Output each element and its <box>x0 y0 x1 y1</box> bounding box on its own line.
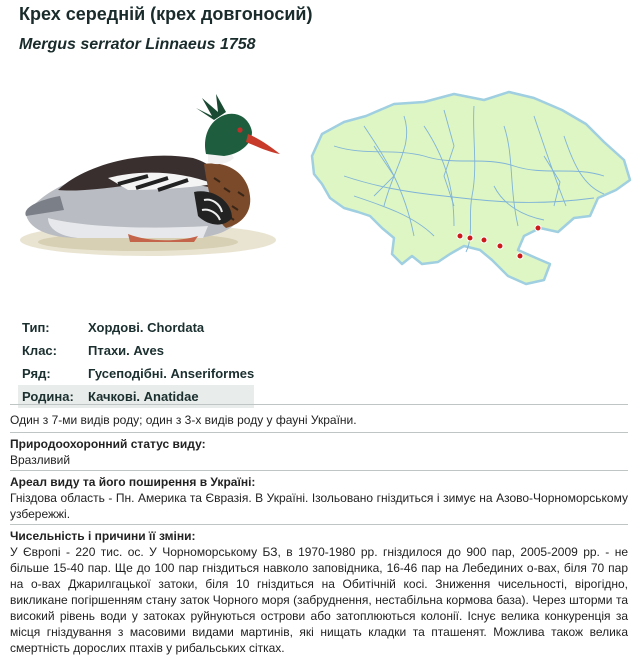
divider <box>10 404 628 405</box>
taxonomy-value: Птахи. Aves <box>88 343 164 358</box>
divider <box>10 470 628 471</box>
record-dot <box>535 225 541 231</box>
record-dot <box>481 237 487 243</box>
page-title: Крех середній (крех довгоносий) <box>19 4 313 24</box>
taxonomy-label: Ряд: <box>22 366 51 381</box>
taxonomy-row <box>18 339 254 362</box>
status-heading: Природоохоронний статус виду: <box>10 437 206 451</box>
taxonomy-label: Клас: <box>22 343 57 358</box>
record-dot <box>467 235 473 241</box>
ukraine-outline <box>312 92 630 284</box>
taxonomy-label: Родина: <box>18 385 84 408</box>
population-text: У Європі - 220 тис. ос. У Чорноморському БЗ, в 1970-1980 рр. гніздилося до 900 пар, 2005-2009 рр. - не більше 15-40 пар. Ще до 100 пар гніздиться навколо заповідника, 16-46 пар на Лебединих о-вах, біля 70 пар на о-вах Джарилгацької затоки, біля 10 гніздиться на Обитічній косі. Зниження чисельності, вірогідно, викликане погіршенням стану заток Чорного моря (забруднення, нестабільна кормова база). Через шторми та високий рівень води у затоках руйнуються острови або затоплюються колонії. Існує велика конкуренція за місця гніздування з масовими видами мартинів, які нищать кладки та пташенят. Можлива також велика смертність дорослих птахів у рибальських сітках. <box>10 545 628 655</box>
range-heading: Ареал виду та його поширення в Україні: <box>10 475 256 489</box>
taxonomy-value: Качкові. Anatidae <box>84 385 254 408</box>
record-dot <box>457 233 463 239</box>
record-dot <box>517 253 523 259</box>
record-dot <box>497 243 503 249</box>
distribution-map <box>304 86 634 291</box>
range-text: Гніздова область - Пн. Америка та Євразія. В Україні. Ізольовано гніздиться і зимує на Азово-Чорноморському узбережжі. <box>10 491 628 521</box>
latin-name: Mergus serrator Linnaeus 1758 <box>19 36 256 53</box>
population-heading: Чисельність і причини її зміни: <box>10 529 196 543</box>
divider <box>10 524 628 525</box>
divider <box>10 432 628 433</box>
taxonomy-value: Хордові. Chordata <box>88 320 205 335</box>
taxonomy-label: Тип: <box>22 320 50 335</box>
status-text: Вразливий <box>10 453 71 467</box>
genus-note: Один з 7-ми видів роду; один з 3-х видів роду у фауні України. <box>10 413 357 427</box>
taxonomy-table <box>18 316 254 408</box>
taxonomy-value: Гусеподібні. Anseriformes <box>88 366 255 381</box>
taxonomy-row <box>18 316 254 339</box>
taxonomy-row <box>18 362 254 385</box>
bird-illustration <box>18 92 300 262</box>
